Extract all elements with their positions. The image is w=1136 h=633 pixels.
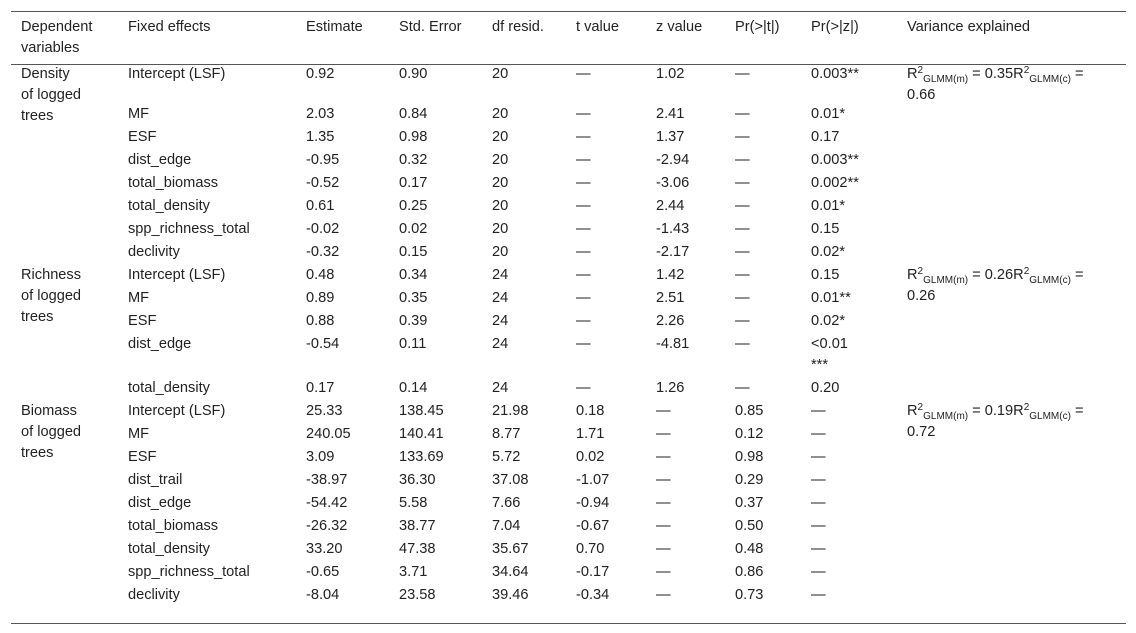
cell-fixed: Intercept (LSF) bbox=[128, 403, 226, 419]
header-df-resid: df resid. bbox=[492, 19, 544, 35]
cell-df: 24 bbox=[492, 313, 509, 329]
cell-fixed: MF bbox=[128, 426, 150, 442]
cell-se: 0.02 bbox=[399, 221, 428, 237]
cell-se: 0.11 bbox=[399, 336, 427, 352]
cell-se: 0.39 bbox=[399, 313, 428, 329]
cell-fixed: total_density bbox=[128, 380, 210, 396]
cell-estimate: -0.02 bbox=[306, 221, 340, 237]
cell-t: — bbox=[576, 129, 591, 145]
cell-t: 0.18 bbox=[576, 403, 605, 419]
dependent-variable-line: trees bbox=[21, 309, 54, 325]
cell-t: -0.34 bbox=[576, 587, 610, 603]
cell-df: 24 bbox=[492, 336, 509, 352]
dependent-variable-label bbox=[21, 64, 81, 127]
r2-marginal-value: = 0.19 bbox=[968, 403, 1014, 419]
cell-z: — bbox=[656, 472, 671, 488]
r-superscript: 2 bbox=[917, 65, 924, 76]
dependent-variable-line: trees bbox=[21, 108, 54, 124]
r2-conditional-value: = 0.72 bbox=[907, 403, 1084, 440]
cell-pt: — bbox=[735, 129, 750, 145]
cell-pt: — bbox=[735, 336, 750, 352]
cell-df: 24 bbox=[492, 380, 509, 396]
cell-pt: — bbox=[735, 290, 750, 306]
dependent-variable-line: trees bbox=[21, 445, 54, 461]
cell-fixed: ESF bbox=[128, 449, 157, 465]
cell-t: — bbox=[576, 66, 591, 82]
cell-estimate: -8.04 bbox=[306, 587, 340, 603]
cell-fixed: ESF bbox=[128, 313, 157, 329]
cell-pt: — bbox=[735, 244, 750, 260]
cell-t: 1.71 bbox=[576, 426, 605, 442]
cell-z: 1.37 bbox=[656, 129, 685, 145]
cell-fixed: Intercept (LSF) bbox=[128, 66, 226, 82]
cell-pz: — bbox=[811, 426, 826, 442]
p-value: <0.01 bbox=[811, 336, 848, 352]
cell-df: 20 bbox=[492, 66, 509, 82]
cell-estimate: -38.97 bbox=[306, 472, 348, 488]
cell-fixed: MF bbox=[128, 290, 150, 306]
cell-fixed: total_biomass bbox=[128, 175, 219, 191]
cell-pz: 0.15 bbox=[811, 221, 840, 237]
cell-pt: 0.12 bbox=[735, 426, 764, 442]
dependent-variable-label bbox=[21, 265, 81, 328]
variance-explained bbox=[907, 265, 1112, 307]
cell-df: 7.66 bbox=[492, 495, 521, 511]
cell-pz: — bbox=[811, 403, 826, 419]
cell-z: — bbox=[656, 541, 671, 557]
cell-pz: 0.20 bbox=[811, 380, 840, 396]
r-symbol: R bbox=[907, 267, 918, 283]
cell-t: — bbox=[576, 198, 591, 214]
cell-df: 24 bbox=[492, 267, 509, 283]
header-pr-z: Pr(>|z|) bbox=[811, 19, 859, 35]
cell-pz: 0.02* bbox=[811, 244, 846, 260]
cell-fixed: total_density bbox=[128, 198, 210, 214]
dependent-variable-line: of logged bbox=[21, 424, 82, 440]
cell-pt: 0.29 bbox=[735, 472, 764, 488]
cell-estimate: 3.09 bbox=[306, 449, 335, 465]
dependent-variable-line: of logged bbox=[21, 87, 82, 103]
cell-pz: — bbox=[811, 518, 826, 534]
cell-pz: 0.15 bbox=[811, 267, 840, 283]
cell-se: 0.14 bbox=[399, 380, 428, 396]
cell-z: — bbox=[656, 495, 671, 511]
header-dependent-variables bbox=[21, 17, 92, 59]
cell-pz: 0.17 bbox=[811, 129, 840, 145]
cell-t: — bbox=[576, 244, 591, 260]
cell-df: 39.46 bbox=[492, 587, 529, 603]
cell-estimate: -54.42 bbox=[306, 495, 348, 511]
cell-estimate: -0.65 bbox=[306, 564, 340, 580]
cell-pt: 0.85 bbox=[735, 403, 764, 419]
dependent-variable-label bbox=[21, 401, 81, 464]
r-symbol: R bbox=[1013, 66, 1024, 82]
cell-df: 20 bbox=[492, 244, 509, 260]
cell-pz: 0.01* bbox=[811, 106, 846, 122]
cell-z: 2.51 bbox=[656, 290, 685, 306]
cell-t: 0.02 bbox=[576, 449, 605, 465]
cell-se: 5.58 bbox=[399, 495, 428, 511]
cell-z: — bbox=[656, 564, 671, 580]
cell-se: 0.32 bbox=[399, 152, 428, 168]
significance-stars: *** bbox=[811, 357, 829, 373]
cell-se: 0.25 bbox=[399, 198, 428, 214]
cell-estimate: -0.32 bbox=[306, 244, 340, 260]
glmm-c-subscript: GLMM(c) bbox=[1029, 411, 1071, 422]
glmm-m-subscript: GLMM(m) bbox=[923, 411, 969, 422]
cell-se: 0.84 bbox=[399, 106, 428, 122]
cell-pz: 0.02* bbox=[811, 313, 846, 329]
cell-pt: 0.48 bbox=[735, 541, 764, 557]
r-symbol: R bbox=[907, 66, 918, 82]
glmm-m-subscript: GLMM(m) bbox=[923, 275, 969, 286]
cell-pt: 0.37 bbox=[735, 495, 764, 511]
cell-estimate: 0.48 bbox=[306, 267, 335, 283]
header-t-value: t value bbox=[576, 19, 619, 35]
variance-explained bbox=[907, 401, 1112, 443]
cell-fixed: spp_richness_total bbox=[128, 221, 250, 237]
cell-fixed: ESF bbox=[128, 129, 157, 145]
cell-pz: 0.003** bbox=[811, 152, 859, 168]
r-superscript: 2 bbox=[917, 402, 924, 413]
cell-estimate: -0.95 bbox=[306, 152, 340, 168]
cell-fixed: dist_trail bbox=[128, 472, 183, 488]
cell-z: -2.94 bbox=[656, 152, 690, 168]
glmm-m-subscript: GLMM(m) bbox=[923, 74, 969, 85]
cell-fixed: Intercept (LSF) bbox=[128, 267, 226, 283]
cell-z: 1.26 bbox=[656, 380, 685, 396]
dependent-variable-line: Biomass bbox=[21, 403, 77, 419]
cell-df: 20 bbox=[492, 152, 509, 168]
cell-t: — bbox=[576, 221, 591, 237]
cell-df: 5.72 bbox=[492, 449, 521, 465]
cell-fixed: dist_edge bbox=[128, 336, 192, 352]
cell-fixed: dist_edge bbox=[128, 495, 192, 511]
header-fixed-effects: Fixed effects bbox=[128, 19, 211, 35]
cell-pt: — bbox=[735, 380, 750, 396]
cell-pt: — bbox=[735, 198, 750, 214]
header-std-error: Std. Error bbox=[399, 19, 462, 35]
cell-pz bbox=[811, 334, 848, 376]
cell-pz: — bbox=[811, 449, 826, 465]
cell-pt: — bbox=[735, 175, 750, 191]
cell-estimate: 0.88 bbox=[306, 313, 335, 329]
cell-fixed: MF bbox=[128, 106, 150, 122]
r2-marginal-value: = 0.26 bbox=[968, 267, 1014, 283]
cell-estimate: -0.54 bbox=[306, 336, 340, 352]
cell-pt: — bbox=[735, 221, 750, 237]
cell-se: 140.41 bbox=[399, 426, 444, 442]
cell-t: — bbox=[576, 290, 591, 306]
header-dependent-line2: variables bbox=[21, 40, 80, 56]
cell-t: — bbox=[576, 106, 591, 122]
cell-t: — bbox=[576, 152, 591, 168]
r-superscript: 2 bbox=[1023, 65, 1030, 76]
cell-z: — bbox=[656, 587, 671, 603]
cell-pz: 0.01** bbox=[811, 290, 851, 306]
cell-fixed: total_density bbox=[128, 541, 210, 557]
cell-z: — bbox=[656, 403, 671, 419]
cell-pz: 0.01* bbox=[811, 198, 846, 214]
cell-df: 20 bbox=[492, 221, 509, 237]
cell-z: — bbox=[656, 426, 671, 442]
variance-explained bbox=[907, 64, 1112, 106]
cell-z: -3.06 bbox=[656, 175, 690, 191]
cell-t: — bbox=[576, 175, 591, 191]
cell-se: 0.90 bbox=[399, 66, 428, 82]
cell-se: 3.71 bbox=[399, 564, 428, 580]
cell-pt: — bbox=[735, 106, 750, 122]
cell-pz: — bbox=[811, 472, 826, 488]
cell-t: -0.94 bbox=[576, 495, 610, 511]
dependent-variable-line: of logged bbox=[21, 288, 82, 304]
r-symbol: R bbox=[907, 403, 918, 419]
cell-df: 20 bbox=[492, 198, 509, 214]
r-symbol: R bbox=[1013, 267, 1024, 283]
cell-estimate: 240.05 bbox=[306, 426, 351, 442]
header-pr-t: Pr(>|t|) bbox=[735, 19, 780, 35]
cell-t: — bbox=[576, 336, 591, 352]
header-z-value: z value bbox=[656, 19, 703, 35]
cell-estimate: -0.52 bbox=[306, 175, 340, 191]
cell-pt: 0.73 bbox=[735, 587, 764, 603]
cell-fixed: spp_richness_total bbox=[128, 564, 250, 580]
cell-fixed: declivity bbox=[128, 587, 180, 603]
cell-estimate: 1.35 bbox=[306, 129, 335, 145]
cell-fixed: declivity bbox=[128, 244, 180, 260]
cell-estimate: 0.92 bbox=[306, 66, 335, 82]
cell-pz: — bbox=[811, 541, 826, 557]
cell-df: 20 bbox=[492, 106, 509, 122]
cell-t: -0.17 bbox=[576, 564, 610, 580]
cell-pt: — bbox=[735, 267, 750, 283]
cell-estimate: 0.17 bbox=[306, 380, 335, 396]
results-table bbox=[11, 11, 1126, 624]
cell-se: 0.98 bbox=[399, 129, 428, 145]
cell-pz: 0.003** bbox=[811, 66, 859, 82]
cell-pz: — bbox=[811, 587, 826, 603]
cell-se: 38.77 bbox=[399, 518, 436, 534]
cell-estimate: -26.32 bbox=[306, 518, 348, 534]
header-variance-explained: Variance explained bbox=[907, 19, 1031, 35]
cell-se: 0.35 bbox=[399, 290, 428, 306]
cell-fixed: total_biomass bbox=[128, 518, 219, 534]
cell-se: 47.38 bbox=[399, 541, 436, 557]
r-symbol: R bbox=[1013, 403, 1024, 419]
cell-z: 2.26 bbox=[656, 313, 685, 329]
cell-se: 138.45 bbox=[399, 403, 444, 419]
cell-pt: 0.86 bbox=[735, 564, 764, 580]
cell-df: 35.67 bbox=[492, 541, 529, 557]
dependent-variable-line: Density bbox=[21, 66, 70, 82]
glmm-c-subscript: GLMM(c) bbox=[1029, 74, 1071, 85]
cell-df: 8.77 bbox=[492, 426, 521, 442]
cell-estimate: 0.61 bbox=[306, 198, 335, 214]
cell-z: — bbox=[656, 518, 671, 534]
cell-z: 2.44 bbox=[656, 198, 685, 214]
cell-estimate: 2.03 bbox=[306, 106, 335, 122]
header-dependent-line1: Dependent bbox=[21, 19, 93, 35]
cell-pz: 0.002** bbox=[811, 175, 859, 191]
cell-estimate: 25.33 bbox=[306, 403, 343, 419]
cell-pt: — bbox=[735, 152, 750, 168]
dependent-variable-line: Richness bbox=[21, 267, 82, 283]
r2-conditional-value: = 0.26 bbox=[907, 267, 1084, 304]
cell-df: 37.08 bbox=[492, 472, 529, 488]
cell-z: 1.02 bbox=[656, 66, 685, 82]
cell-fixed: dist_edge bbox=[128, 152, 192, 168]
cell-t: — bbox=[576, 267, 591, 283]
cell-z: -4.81 bbox=[656, 336, 690, 352]
cell-t: -1.07 bbox=[576, 472, 610, 488]
cell-pt: — bbox=[735, 313, 750, 329]
cell-se: 0.15 bbox=[399, 244, 428, 260]
r-superscript: 2 bbox=[1023, 402, 1030, 413]
cell-df: 20 bbox=[492, 129, 509, 145]
cell-z: -1.43 bbox=[656, 221, 690, 237]
cell-se: 0.17 bbox=[399, 175, 428, 191]
cell-pt: — bbox=[735, 66, 750, 82]
cell-df: 24 bbox=[492, 290, 509, 306]
cell-t: 0.70 bbox=[576, 541, 605, 557]
cell-df: 34.64 bbox=[492, 564, 529, 580]
cell-pt: 0.98 bbox=[735, 449, 764, 465]
cell-df: 7.04 bbox=[492, 518, 521, 534]
r2-conditional-value: = 0.66 bbox=[907, 66, 1084, 103]
header-estimate: Estimate bbox=[306, 19, 363, 35]
cell-t: — bbox=[576, 380, 591, 396]
cell-z: 2.41 bbox=[656, 106, 685, 122]
cell-estimate: 0.89 bbox=[306, 290, 335, 306]
cell-t: — bbox=[576, 313, 591, 329]
r-superscript: 2 bbox=[917, 266, 924, 277]
glmm-c-subscript: GLMM(c) bbox=[1029, 275, 1071, 286]
cell-df: 21.98 bbox=[492, 403, 529, 419]
r-superscript: 2 bbox=[1023, 266, 1030, 277]
cell-se: 23.58 bbox=[399, 587, 436, 603]
cell-se: 133.69 bbox=[399, 449, 444, 465]
cell-pz: — bbox=[811, 495, 826, 511]
cell-z: — bbox=[656, 449, 671, 465]
cell-se: 36.30 bbox=[399, 472, 436, 488]
cell-pt: 0.50 bbox=[735, 518, 764, 534]
cell-estimate: 33.20 bbox=[306, 541, 343, 557]
cell-z: 1.42 bbox=[656, 267, 685, 283]
cell-z: -2.17 bbox=[656, 244, 690, 260]
cell-pz: — bbox=[811, 564, 826, 580]
cell-se: 0.34 bbox=[399, 267, 428, 283]
cell-t: -0.67 bbox=[576, 518, 610, 534]
cell-df: 20 bbox=[492, 175, 509, 191]
r2-marginal-value: = 0.35 bbox=[968, 66, 1014, 82]
